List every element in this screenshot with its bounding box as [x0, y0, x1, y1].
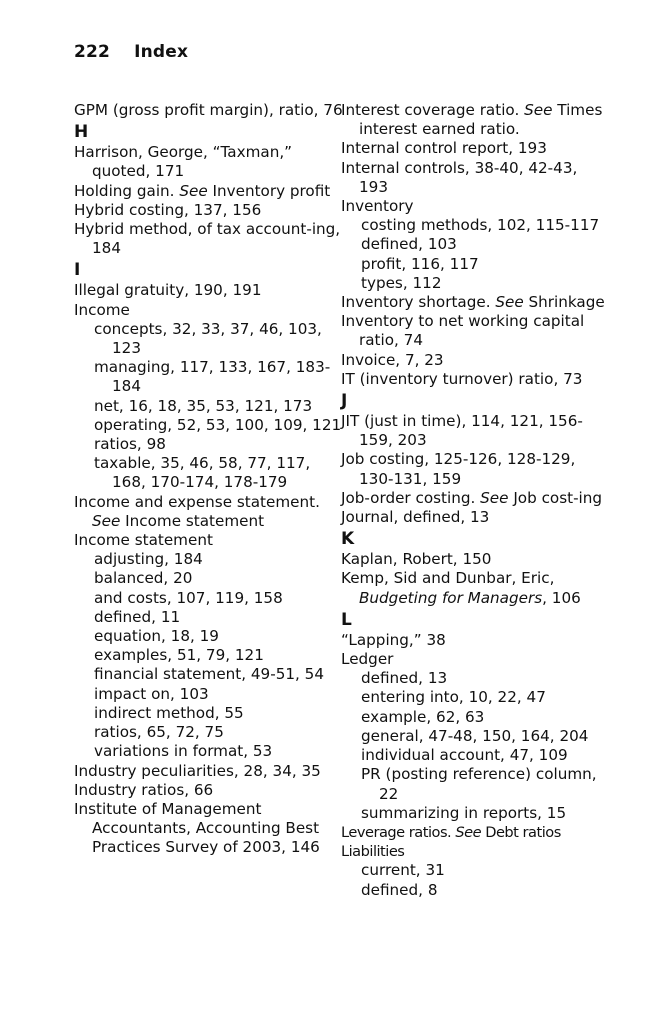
index-subentry — [74, 358, 344, 396]
index-entry — [74, 143, 344, 181]
index-entry — [74, 101, 344, 120]
entry-text: Income statement — [74, 531, 213, 550]
index-entry — [341, 139, 611, 158]
entry-text: Liabilities — [341, 843, 405, 861]
index-subentry — [341, 765, 611, 803]
running-header — [74, 42, 188, 62]
entry-text: and costs, 107, 119, 158 — [94, 588, 283, 607]
entry-text: defined, 8 — [361, 880, 438, 899]
index-subentry — [74, 589, 344, 608]
index-entry — [74, 762, 344, 781]
index-entry — [74, 531, 344, 550]
entry-text: defined, 13 — [361, 669, 448, 688]
page-number: 222 — [74, 42, 111, 62]
entry-text: costing methods, 102, 115-117 — [361, 216, 600, 235]
index-entry — [341, 159, 611, 197]
entry-text: JIT (just in time), 114, 121, 156-159, 203 — [341, 412, 583, 450]
index-entry — [74, 220, 344, 258]
index-entry — [341, 550, 611, 569]
entry-text-after: Shrinkage — [523, 293, 605, 312]
entry-text: ratios, 65, 72, 75 — [94, 723, 224, 742]
entry-text: Illegal gratuity, 190, 191 — [74, 281, 262, 300]
index-subentry — [341, 669, 611, 688]
index-entry — [341, 842, 611, 861]
entry-text: Institute of Management Accountants, Accounting Best Practices Survey of 2003, 146 — [74, 799, 320, 857]
entry-text: IT (inventory turnover) ratio, 73 — [341, 369, 583, 388]
index-subentry — [341, 235, 611, 254]
entry-text: Industry peculiarities, 28, 34, 35 — [74, 761, 321, 780]
entry-text: summarizing in reports, 15 — [361, 803, 567, 822]
entry-text: concepts, 32, 33, 37, 46, 103, 123 — [94, 319, 322, 358]
entry-text: adjusting, 184 — [94, 550, 203, 569]
index-entry — [341, 823, 611, 842]
entry-text: defined, 103 — [361, 235, 457, 254]
entry-text: defined, 11 — [94, 607, 181, 626]
entry-text: types, 112 — [361, 273, 442, 292]
index-subentry — [74, 646, 344, 665]
index-subentry — [341, 688, 611, 707]
entry-text: equation, 18, 19 — [94, 627, 219, 646]
entry-text: impact on, 103 — [94, 684, 209, 703]
book-title: Budgeting for Managers — [359, 588, 543, 607]
index-entry — [74, 201, 344, 220]
index-entry — [341, 412, 611, 450]
entry-text: PR (posting reference) column, 22 — [361, 765, 597, 803]
entry-text-after: Income statement — [120, 511, 265, 530]
index-subentry — [74, 416, 344, 435]
header-title: Index — [134, 42, 189, 62]
index-subentry — [341, 255, 611, 274]
index-subentry — [74, 608, 344, 627]
entry-text: profit, 116, 117 — [361, 254, 479, 273]
index-column-right — [341, 101, 611, 900]
index-section-letter: L — [341, 609, 352, 630]
entry-text-after: Times interest earned ratio. — [359, 101, 603, 139]
index-subentry — [74, 742, 344, 761]
index-subentry — [74, 550, 344, 569]
index-subentry — [341, 708, 611, 727]
index-entry — [341, 197, 611, 216]
index-subentry — [74, 320, 344, 358]
index-subentry — [74, 723, 344, 742]
index-subentry — [74, 397, 344, 416]
index-section-letter: J — [341, 391, 348, 412]
entry-text: ratios, 98 — [94, 435, 166, 454]
index-entry — [74, 182, 344, 201]
index-entry — [341, 101, 611, 139]
index-entry — [341, 650, 611, 669]
entry-text: general, 47-48, 150, 164, 204 — [361, 726, 589, 745]
entry-text: Kemp, Sid and Dunbar, Eric, — [341, 569, 555, 588]
entry-text: Holding gain. — [74, 181, 180, 200]
entry-text: financial statement, 49-51, 54 — [94, 665, 325, 684]
index-entry — [74, 800, 344, 858]
index-section-letter: H — [74, 122, 89, 143]
entry-text: Inventory to net working capital ratio, 74 — [341, 312, 585, 350]
index-subentry — [341, 881, 611, 900]
entry-text: Job costing, 125-126, 128-129, 130-131, 159 — [341, 450, 576, 488]
see-reference: See — [524, 101, 553, 119]
entry-text: Industry ratios, 66 — [74, 780, 214, 799]
index-entry — [341, 489, 611, 508]
index-subentry — [74, 569, 344, 588]
index-section-letter: I — [74, 260, 81, 281]
entry-text: Journal, defined, 13 — [341, 508, 490, 527]
entry-text-after: Job cost-ing — [508, 488, 603, 507]
index-entry — [341, 450, 611, 488]
see-reference: See — [179, 181, 208, 200]
index-entry — [341, 351, 611, 370]
entry-text: Hybrid costing, 137, 156 — [74, 200, 262, 219]
entry-text: Ledger — [341, 650, 394, 669]
entry-text: GPM (gross profit margin), ratio, 76 — [74, 101, 343, 119]
entry-text: Job-order costing. — [341, 488, 481, 507]
index-subentry — [341, 804, 611, 823]
entry-text: Inventory shortage. — [341, 293, 496, 312]
index-entry — [341, 312, 611, 350]
entry-text: Invoice, 7, 23 — [341, 350, 444, 369]
index-entry — [74, 301, 344, 320]
see-reference: See — [495, 293, 524, 312]
entry-text: balanced, 20 — [94, 569, 193, 588]
entry-text: Internal controls, 38-40, 42-43, 193 — [341, 158, 578, 196]
entry-text-after: Inventory profit — [207, 181, 331, 200]
index-subentry — [74, 435, 344, 454]
index-entry — [341, 569, 611, 607]
entry-text: example, 62, 63 — [361, 707, 485, 726]
entry-text: entering into, 10, 22, 47 — [361, 688, 546, 707]
entry-text: net, 16, 18, 35, 53, 121, 173 — [94, 396, 313, 415]
index-subentry — [74, 665, 344, 684]
entry-text: variations in format, 53 — [94, 742, 273, 761]
index-entry — [341, 631, 611, 650]
index-subentry — [341, 216, 611, 235]
index-subentry — [341, 274, 611, 293]
entry-text: “Lapping,” 38 — [341, 630, 446, 649]
index-subentry — [74, 454, 344, 492]
entry-text: Internal control report, 193 — [341, 139, 547, 158]
entry-text: examples, 51, 79, 121 — [94, 646, 264, 665]
see-reference: See — [480, 488, 509, 507]
see-reference: See — [455, 823, 482, 841]
index-entry — [341, 508, 611, 527]
index-subentry — [74, 627, 344, 646]
entry-text: individual account, 47, 109 — [361, 746, 568, 765]
entry-text: Inventory — [341, 197, 414, 216]
index-subentry — [341, 746, 611, 765]
index-subentry — [74, 685, 344, 704]
index-entry — [74, 781, 344, 800]
index-entry — [74, 493, 344, 531]
index-subentry — [74, 704, 344, 723]
entry-text: Kaplan, Robert, 150 — [341, 550, 492, 569]
entry-text: Interest coverage ratio. — [341, 101, 525, 119]
entry-text: Income — [74, 300, 130, 319]
entry-text: Leverage ratios. — [341, 823, 456, 841]
entry-text: current, 31 — [361, 861, 445, 880]
entry-text: Harrison, George, “Taxman,” quoted, 171 — [74, 143, 293, 181]
index-subentry — [341, 727, 611, 746]
entry-text-after: Debt ratios — [481, 823, 561, 841]
entry-text: Income and expense statement. — [74, 492, 320, 511]
entry-text: taxable, 35, 46, 58, 77, 117, 168, 170-174, 178-179 — [94, 454, 311, 492]
entry-text: operating, 52, 53, 100, 109, 121 — [94, 415, 342, 434]
index-entry — [341, 370, 611, 389]
entry-text: indirect method, 55 — [94, 703, 244, 722]
index-subentry — [341, 861, 611, 880]
index-column-left — [74, 101, 344, 858]
see-reference: See — [92, 511, 121, 530]
entry-text-after: , 106 — [542, 588, 581, 607]
index-entry — [74, 281, 344, 300]
entry-text: Hybrid method, of tax account-ing, 184 — [74, 220, 341, 258]
entry-text: managing, 117, 133, 167, 183-184 — [94, 358, 331, 396]
index-section-letter: K — [341, 529, 355, 550]
index-entry — [341, 293, 611, 312]
